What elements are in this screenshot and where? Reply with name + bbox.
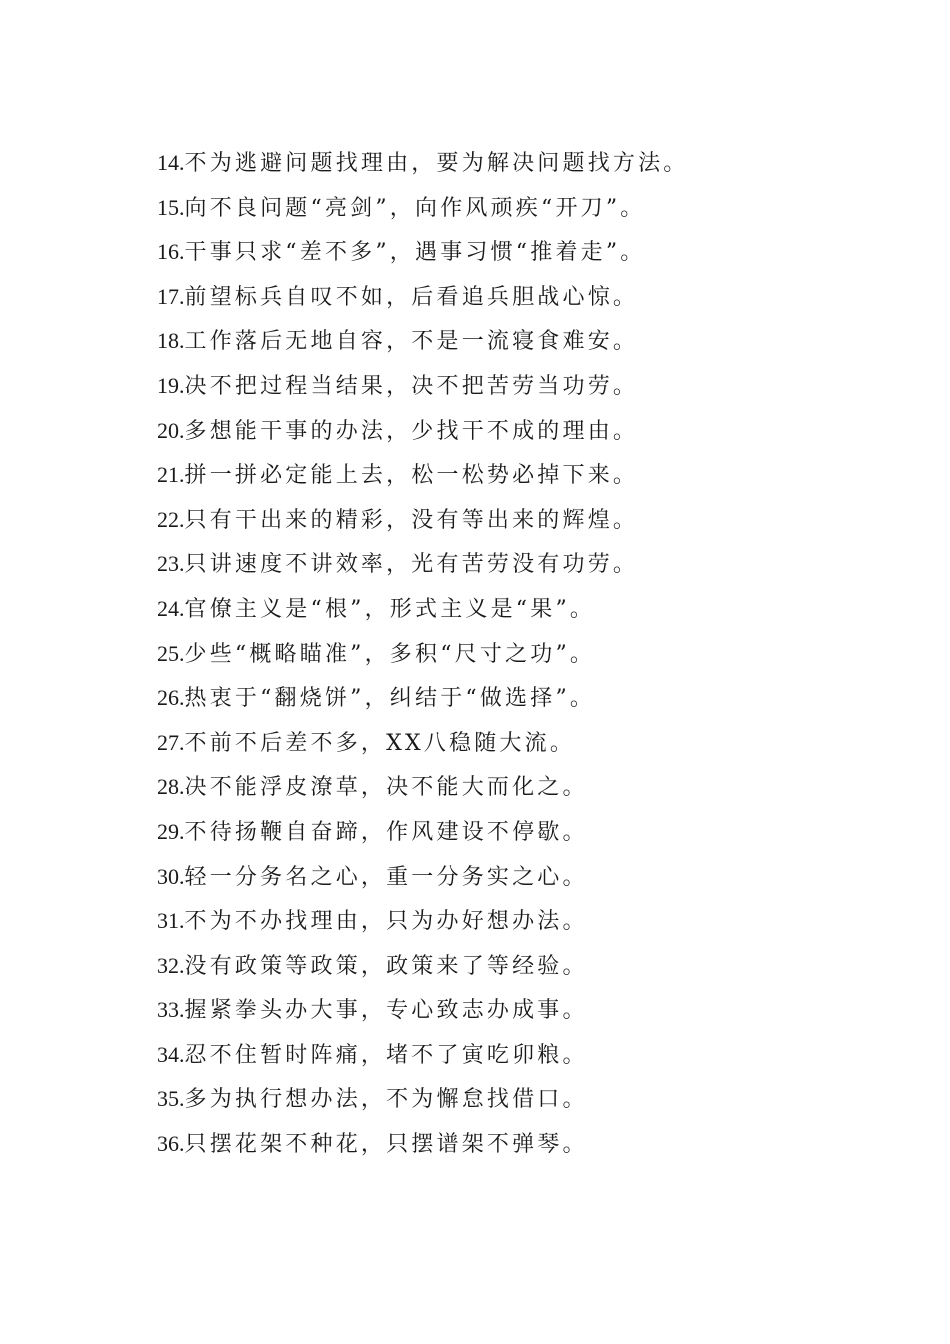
list-item	[157, 676, 689, 721]
item-text: 忍不住暂时阵痛，堵不了寅吃卯粮。	[184, 1042, 588, 1068]
list-item	[157, 453, 689, 498]
list-item	[157, 141, 689, 186]
list-item	[157, 364, 689, 409]
item-number: 36.	[157, 1131, 185, 1157]
item-number: 25.	[157, 640, 185, 666]
item-number: 30.	[157, 863, 185, 889]
item-text: 前望标兵自叹不如，后看追兵胆战心惊。	[184, 284, 639, 310]
list-item	[157, 855, 689, 900]
item-text: 向不良问题“亮剑”，向作风顽疾“开刀”。	[184, 195, 646, 221]
item-number: 31.	[157, 908, 185, 934]
item-number: 28.	[157, 774, 185, 800]
list-item	[157, 1122, 689, 1167]
item-text: 少些“概略瞄准”，多积“尺寸之功”。	[184, 641, 596, 667]
list-item	[157, 587, 689, 632]
slogan-list	[157, 141, 689, 1167]
list-item	[157, 498, 689, 543]
item-number: 34.	[157, 1041, 185, 1067]
item-number: 21.	[157, 462, 185, 488]
item-number: 33.	[157, 997, 185, 1023]
item-number: 15.	[157, 194, 185, 220]
list-item	[157, 1077, 689, 1122]
list-item	[157, 899, 689, 944]
item-text: 不为不办找理由，只为办好想办法。	[184, 909, 588, 935]
list-item	[157, 186, 689, 231]
item-number: 32.	[157, 952, 185, 978]
item-number: 20.	[157, 417, 185, 443]
item-number: 18.	[157, 328, 185, 354]
item-text: 只摆花架不种花，只摆谱架不弹琴。	[184, 1132, 588, 1158]
item-text: 只讲速度不讲效率，光有苦劳没有功劳。	[184, 552, 639, 578]
item-number: 19.	[157, 372, 185, 398]
item-number: 35.	[157, 1086, 185, 1112]
item-text: 决不把过程当结果，决不把苦劳当功劳。	[184, 373, 639, 399]
item-text: 干事只求“差不多”，遇事习惯“推着走”。	[184, 240, 646, 266]
list-item	[157, 275, 689, 320]
item-number: 22.	[157, 506, 185, 532]
list-item	[157, 810, 689, 855]
list-item	[157, 944, 689, 989]
item-text: 拼一拼必定能上去，松一松势必掉下来。	[184, 463, 639, 489]
item-text: 官僚主义是“根”，形式主义是“果”。	[184, 596, 596, 622]
item-text: 多想能干事的办法，少找干不成的理由。	[184, 418, 639, 444]
list-item	[157, 721, 689, 766]
item-text: 轻一分务名之心，重一分务实之心。	[184, 864, 588, 890]
item-text: 工作落后无地自容，不是一流寝食难安。	[184, 329, 639, 355]
item-text: 没有政策等政策，政策来了等经验。	[184, 953, 588, 979]
item-number: 29.	[157, 818, 185, 844]
item-number: 17.	[157, 283, 185, 309]
list-item	[157, 230, 689, 275]
item-text: 不为逃避问题找理由，要为解决问题找方法。	[184, 151, 689, 176]
item-number: 26.	[157, 685, 185, 711]
item-text: 热衷于“翻烧饼”，纠结于“做选择”。	[184, 686, 596, 712]
item-number: 27.	[157, 729, 185, 755]
item-text: 只有干出来的精彩，没有等出来的辉煌。	[184, 507, 639, 533]
list-item	[157, 542, 689, 587]
item-text: 决不能浮皮潦草，决不能大而化之。	[184, 775, 588, 801]
item-number: 14.	[157, 150, 185, 175]
item-number: 24.	[157, 595, 185, 621]
item-text: 不待扬鞭自奋蹄，作风建设不停歇。	[184, 819, 588, 845]
list-item	[157, 988, 689, 1033]
list-item	[157, 319, 689, 364]
item-text: 不前不后差不多，XX八稳随大流。	[184, 730, 576, 756]
list-item	[157, 632, 689, 677]
list-item	[157, 409, 689, 454]
item-number: 23.	[157, 551, 185, 577]
list-item	[157, 1033, 689, 1078]
item-text: 握紧拳头办大事，专心致志办成事。	[184, 998, 588, 1024]
item-number: 16.	[157, 239, 185, 265]
item-text: 多为执行想办法，不为懈怠找借口。	[184, 1087, 588, 1113]
list-item	[157, 765, 689, 810]
